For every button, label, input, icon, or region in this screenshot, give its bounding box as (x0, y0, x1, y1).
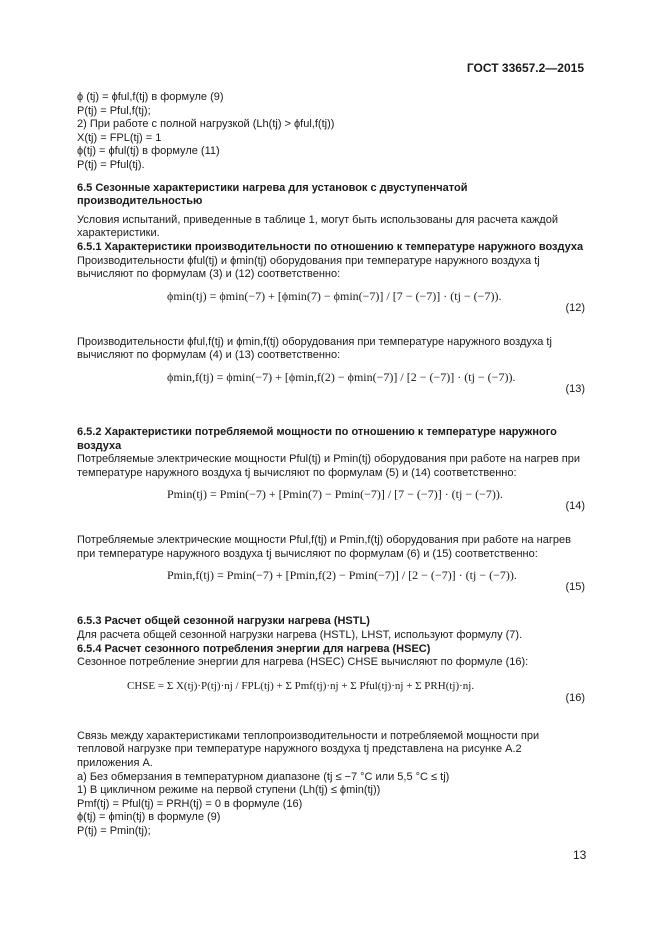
equation-number: (12) (565, 301, 585, 314)
page-number: 13 (573, 848, 587, 862)
section-heading-6-5-1: 6.5.1 Характеристики производительности по отношению к температуре наружного воздуха (77, 240, 584, 253)
paragraph: а) Без обмерзания в температурном диапазоне (tj ≤ −7 °C или 5,5 °C ≤ tj) (77, 770, 450, 783)
text-line: X(tj) = FPL(tj) = 1 (77, 131, 162, 144)
paragraph: Условия испытаний, приведенные в таблице 1, могут быть использованы для расчета каждой характеристики. (77, 213, 558, 240)
formula: ϕmin(tj) = ϕmin(−7) + [ϕmin(7) − ϕmin(−7)] / [7 − (−7)] · (tj − (−7)). (167, 288, 502, 303)
paragraph: Связь между характеристиками теплопроизводительности и потребляемой мощности при тепловой нагрузке при температуре наружного воздуха tj представлена на рисунке А.2 приложения А. (77, 729, 540, 770)
equation-13 (77, 371, 585, 417)
document-body (77, 91, 585, 839)
text-line: P(tj) = Pful,f(tj); (77, 104, 151, 117)
text-line: ϕ(tj) = ϕful(tj) в формуле (11) (77, 145, 220, 158)
text-line: P(tj) = Pful(tj). (77, 158, 145, 171)
paragraph: P(tj) = Pmin(tj); (77, 825, 151, 837)
equation-number: (14) (565, 500, 585, 513)
paragraph: ϕ(tj) = ϕmin(tj) в формуле (9) (77, 811, 221, 824)
paragraph: Pmf(tj) = Pful(tj) = PRH(tj) = 0 в формуле (16) (77, 797, 303, 810)
equation-number: (16) (565, 691, 585, 704)
paragraph: Производительности ϕful,f(tj) и ϕmin,f(tj) оборудования при температуре наружного воздуха tj вычисляют по формулам (4) и (13) соответственно: (77, 335, 552, 362)
section-heading-6-5-2: 6.5.2 Характеристики потребляемой мощности по отношению к температуре наружного воздуха (77, 425, 557, 452)
paragraph: Потребляемые электрические мощности Pful,f(tj) и Pmin,f(tj) оборудования при работе на нагрев при температуре наружного воздуха tj вычисляют по формулам (6) и (15) соответственно: (77, 534, 571, 560)
equation-15 (77, 569, 585, 615)
equation-12 (77, 290, 585, 336)
section-heading-6-5: 6.5 Сезонные характеристики нагрева для установок с двуступенчатой производительностью (77, 181, 468, 208)
formula: Pmin,f(tj) = Pmin(−7) + [Pmin,f(2) − Pmin(−7)] / [2 − (−7)] · (tj − (−7)). (167, 568, 517, 583)
equation-number: (13) (565, 382, 585, 395)
equation-16 (77, 680, 585, 730)
formula: CHSE = Σ X(tj)·P(tj)·nj / FPL(tj) + Σ Pmf(tj)·nj + Σ Pful(tj)·nj + Σ PRH(tj)·nj. (127, 679, 475, 692)
paragraph: Для расчета общей сезонной нагрузки нагрева (HSTL), LHST, используют формулу (7). (77, 629, 523, 642)
text-line: ϕ (tj) = ϕful,f(tj) в формуле (9) (77, 91, 224, 103)
formula: ϕmin,f(tj) = ϕmin(−7) + [ϕmin,f(2) − ϕmin(−7)] / [2 − (−7)] · (tj − (−7)). (167, 369, 516, 384)
section-heading-6-5-3: 6.5.3 Расчет общей сезонной нагрузки нагрева (HSTL) (77, 615, 370, 628)
paragraph: Потребляемые электрические мощности Pful(tj) и Pmin(tj) оборудования при работе на нагрев при температуре наружного воздуха tj вычисляют по формулам (5) и (14) соответственно: (77, 453, 580, 479)
paragraph: 1) В цикличном режиме на первой ступени (Lh(tj) ≤ ϕmin(tj)) (77, 784, 381, 797)
section-heading-6-5-4: 6.5.4 Расчет сезонного потребления энергии для нагрева (HSEC) (77, 642, 431, 655)
equation-14 (77, 488, 585, 534)
paragraph: Сезонное потребление энергии для нагрева (HSEC) CHSE вычисляют по формуле (16): (77, 656, 529, 669)
formula: Pmin(tj) = Pmin(−7) + [Pmin(7) − Pmin(−7)] / [7 − (−7)] · (tj − (−7)). (167, 487, 503, 502)
text-line: 2) При работе с полной нагрузкой (Lh(tj) > ϕful,f(tj)) (77, 118, 335, 131)
equation-number: (15) (565, 581, 585, 594)
paragraph: Производительности ϕful(tj) и ϕmin(tj) оборудования при температуре наружного воздуха tj вычисляют по формулам (3) и (12) соответственно: (77, 254, 540, 281)
document-header: ГОСТ 33657.2—2015 (466, 61, 584, 75)
